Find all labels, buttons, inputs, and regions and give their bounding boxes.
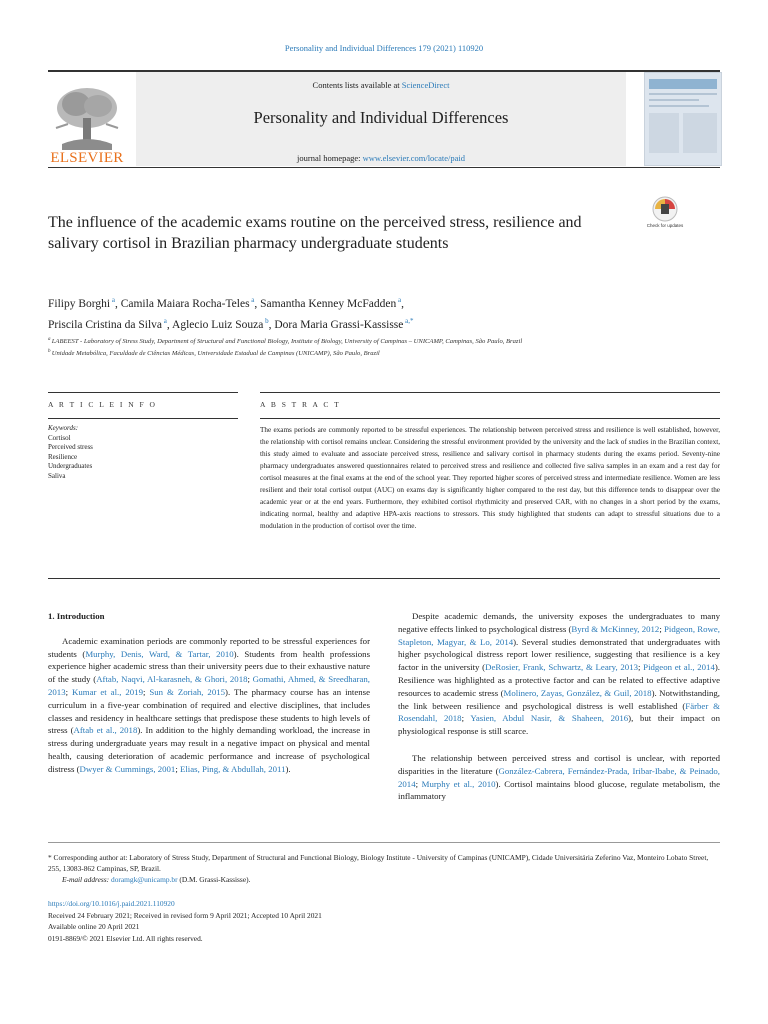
author-name: Filipy Borghi xyxy=(48,297,111,310)
author-list: Filipy Borghi $^a$, Camila Maiara Rocha-Teles $^a$, Samantha Kenney McFadden $^a$, Priscila Cristina da Silva $^a$, Aglecio Luiz Souza $^b$, Dora Maria Grassi-Kassisse $^{a,*}$ xyxy=(48,296,414,331)
author-affiliation-marker[interactable]: a xyxy=(162,316,167,325)
journal-citation-line[interactable]: Personality and Individual Differences 179 (2021) 110920 xyxy=(284,43,484,53)
body-text: Despite academic demands, the university exposes the undergraduates to many negative effects linked to psychological distress ( xyxy=(398,611,720,634)
copyright-line: 0191-8869/© 2021 Elsevier Ltd. All rights reserved. xyxy=(48,933,203,943)
author-name: Camila Maiara Rocha-Teles xyxy=(120,297,250,310)
author-affiliation-marker[interactable]: a xyxy=(396,296,402,304)
article-history xyxy=(48,898,720,944)
body-text: ; xyxy=(65,686,72,697)
author-affiliation-marker[interactable]: a xyxy=(110,296,115,304)
sciencedirect-link[interactable]: ScienceDirect xyxy=(401,80,450,90)
citation-link[interactable]: González-Cabrera, Fernández-Prada, Iribar-Ibabe, & Peinado, 2014 xyxy=(398,765,720,789)
check-for-updates-label: Check for updates xyxy=(646,223,684,228)
footnote-rule xyxy=(48,842,720,843)
citation-link[interactable]: Murphy, Denis, Ward, & Tartar, 2010 xyxy=(85,648,234,659)
keywords-block xyxy=(48,424,238,482)
contents-line xyxy=(136,80,626,90)
body-text: ; xyxy=(247,674,253,685)
affiliation-item: $^b$ Unidade Metabólica, Faculdade de Ciências Médicas, Universidade Estadual de Campinas (UNICAMP), São Paulo, Brazil xyxy=(48,349,380,358)
abstract-heading: A B S T R A C T xyxy=(260,400,341,409)
body-text: ). The pharmacy course has an intense curriculum in a five-year combination of required and elective disciplines, that includes classes and residency in healthcare settings that predispose these students to high levels of stress ( xyxy=(48,686,370,736)
body-column-left xyxy=(48,610,370,776)
author-affiliation-marker[interactable]: a xyxy=(249,296,255,304)
keyword-item: Cortisol xyxy=(48,433,71,442)
journal-header xyxy=(48,70,720,168)
author-affiliation-marker[interactable]: b xyxy=(263,316,269,325)
keyword-item: Perceived stress xyxy=(48,443,93,452)
body-text: ). Resilience was highlighted as a protective factor and can be related to effective adaptive resources to academic stress ( xyxy=(398,662,720,698)
homepage-link[interactable]: www.elsevier.com/locate/paid xyxy=(362,153,465,163)
body-paragraph xyxy=(398,752,720,803)
article-info-rule xyxy=(48,392,238,393)
journal-title: Personality and Individual Differences xyxy=(253,108,509,127)
affiliations xyxy=(48,335,648,359)
doi-link[interactable]: https://doi.org/10.1016/j.paid.2021.110920 xyxy=(48,899,175,908)
body-text: ; xyxy=(659,623,664,634)
abstract-text: The exams periods are commonly reported to be stressful experiences. The relationship between perceived stress and resilience is well established, however, the relationship with cortisol remains unclear. Considering the stressful environment provided by the university and the lack of studies in the Brazilian context, this study aimed to evaluate and associate perceived stress, resilience and salivary cortisol in pharmacy students during the exams period. Seventy-nine pharmacy undergraduates answered questionnaires related to perceived stress and resilience and collected five saliva samples in an exam and a rest day for cortisol measures at the final exams at the end of the school year. They reported higher scores of perceived stress and intermediate resilience. Women are less resilient and their total cortisol output (AUC) on exams day is significantly higher compared to the rest day, but this difference tends to disappear over the academic year or at the end years. Furthermore, they exhibited cortisol rhythmicity and preserved CAR, with no changes in a short period by the exams, indicating normal, healthy and adaptive HPA-axis reactions to stressors. This study highlighted that students can adapt to stressful situations due to a modulation in the production of cortisol over the time. xyxy=(260,426,720,530)
email-label: E-mail address: xyxy=(62,875,111,884)
contents-prefix: Contents lists available at xyxy=(312,80,402,90)
citation-link[interactable]: Färber & Rosendahl, 2018 xyxy=(398,700,720,724)
body-text: ). Notwithstanding, the link between resilience and psychological distress is well established ( xyxy=(398,687,721,711)
body-text: ; xyxy=(638,662,644,673)
email-link[interactable]: doramgk@unicamp.br xyxy=(111,875,178,884)
email-suffix: (D.M. Grassi-Kassisse). xyxy=(177,875,251,884)
elsevier-wordmark: ELSEVIER xyxy=(50,150,124,166)
keywords-label: Keywords: xyxy=(48,424,79,432)
corresponding-author-text: * Corresponding author at: Laboratory of Stress Study, Department of Structural and Functional Biology, Biology Institute - University of Campinas (UNICAMP), Cidade Universitária Zeferino Vaz, Monteiro Lobato Street, 255, 13083-862 Campinas, SP, Brazil. xyxy=(48,853,709,873)
citation-link[interactable]: Yasien, Abdul Nasir, & Shaheen, 2016 xyxy=(470,713,629,724)
homepage-line xyxy=(136,153,626,163)
keyword-item: Saliva xyxy=(48,471,66,480)
author-name: Dora Maria Grassi-Kassisse xyxy=(274,318,404,331)
body-paragraph xyxy=(48,635,370,776)
author-name: Samantha Kenney McFadden xyxy=(260,297,397,310)
section-heading-introduction: 1. Introduction xyxy=(48,611,105,621)
citation-link[interactable]: Kumar et al., 2019 xyxy=(72,686,143,697)
body-text: ; xyxy=(142,686,150,697)
body-text: ). xyxy=(285,763,291,774)
body-text: ). Several studies demonstrated that undergraduates with higher psychological distress report lower resilience, suggesting that resilience is a key factor in the university ( xyxy=(398,636,720,673)
body-text: ). In addition to the highly demanding workload, the increase in stress during undergraduate years may result in a negative impact on physical and mental health, causing deterioration of academic performance and increase of psychological distress ( xyxy=(48,725,370,774)
body-text: The relationship between perceived stress and cortisol is unclear, with reported disparities in the literature ( xyxy=(398,752,720,776)
abstract-rule xyxy=(260,392,720,393)
keywords-list xyxy=(48,434,238,482)
body-text: ; xyxy=(461,713,471,724)
body-column-right xyxy=(398,610,720,803)
body-text: ; xyxy=(175,763,180,774)
received-dates: Received 24 February 2021; Received in revised form 9 April 2021; Accepted 10 April 2021 xyxy=(48,910,322,920)
author-name: Aglecio Luiz Souza xyxy=(172,318,264,331)
abstract-rule-2 xyxy=(260,418,720,419)
abstract-bottom-rule xyxy=(48,578,720,579)
body-text: ). Cortisol maintains blood glucose, regulate metabolism, the inflammatory xyxy=(398,778,720,802)
body-paragraph xyxy=(398,610,720,738)
author-name: Priscila Cristina da Silva xyxy=(48,318,163,331)
check-for-updates-icon[interactable] xyxy=(646,196,684,232)
article-title: The influence of the academic exams routine on the perceived stress, resilience and salivary cortisol in Brazilian pharmacy undergraduate students xyxy=(48,214,582,252)
citation-link[interactable]: Gomathi, Ahmed, & Sreedharan, 2013 xyxy=(48,674,370,697)
keyword-item: Undergraduates xyxy=(48,462,93,471)
citation-link[interactable]: Aftab, Naqvi, Al-karasneh, & Ghori, 2018 xyxy=(96,674,248,685)
journal-cover-thumbnail xyxy=(644,72,722,166)
body-text: ). Students from health professions experience higher academic stress than their university peers due to their exhaustive nature of the study ( xyxy=(48,648,370,685)
body-text: ), but their impact on physiological response is still scarce. xyxy=(398,713,720,737)
citation-link[interactable]: DeRosier, Frank, Schwartz, & Leary, 2013 xyxy=(485,662,638,673)
affiliation-item: $^a$ LABEEST - Laboratory of Stress Study, Department of Structural and Functional Biology, Institute of Biology, University of Campinas – UNICAMP, Campinas, São Paulo, Brazil xyxy=(48,337,523,346)
article-info-heading: A R T I C L E I N F O xyxy=(48,400,157,409)
body-text: ; xyxy=(415,778,422,789)
journal-banner xyxy=(136,72,626,166)
citation-link[interactable]: Elias, Ping, & Abdullah, 2011 xyxy=(179,763,286,774)
citation-link[interactable]: Aftab et al., 2018 xyxy=(73,725,138,736)
citation-link[interactable]: Pidgeon et al., 2014 xyxy=(643,662,715,673)
citation-link[interactable]: Byrd & McKinney, 2012 xyxy=(571,623,660,634)
article-info-rule-2 xyxy=(48,418,238,419)
available-online-date: Available online 20 April 2021 xyxy=(48,922,140,931)
body-text: Academic examination periods are commonly reported to be stressful experiences for students ( xyxy=(48,635,370,659)
citation-link[interactable]: Sun & Zoriah, 2015 xyxy=(149,686,226,697)
keyword-item: Resilience xyxy=(48,452,78,461)
citation-link[interactable]: Pidgeon, Rowe, Stapleton, Magyar, & Lo, 2014 xyxy=(398,623,720,647)
author-affiliation-marker[interactable]: a,* xyxy=(403,316,414,325)
corresponding-author-footnote xyxy=(48,852,720,885)
homepage-prefix: journal homepage: xyxy=(297,153,363,163)
citation-link[interactable]: Molinero, Zayas, González, & Guil, 2018 xyxy=(503,687,652,698)
citation-link[interactable]: Murphy et al., 2010 xyxy=(421,778,496,789)
header-bottom-rule xyxy=(48,167,720,168)
citation-link[interactable]: Dwyer & Cummings, 2001 xyxy=(79,763,176,774)
